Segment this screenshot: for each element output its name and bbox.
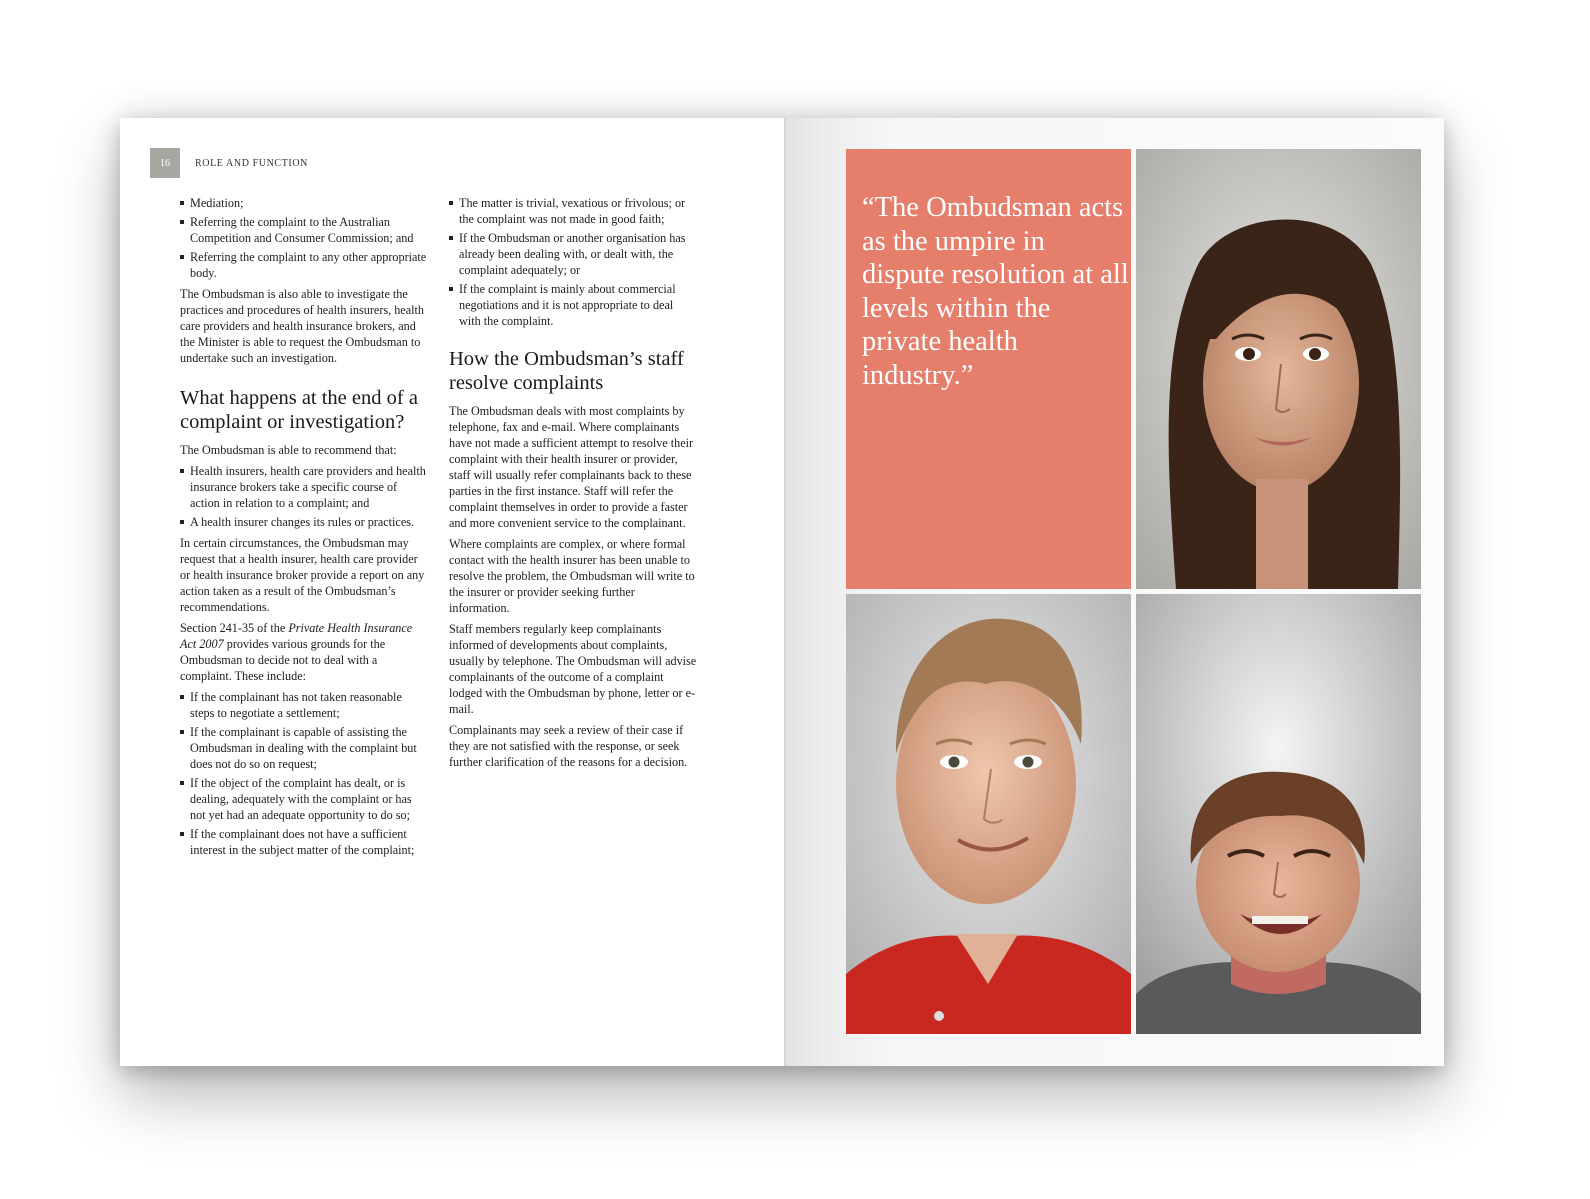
- list-item: Health insurers, health care providers and health insurance brokers take a specific course of action in relation to a complaint; and: [180, 463, 428, 511]
- paragraph: In certain circumstances, the Ombudsman may request that a health insurer, health care provider or health insurance broker provide a report on any action taken as a result of the Ombudsman’s recommendations.: [180, 536, 425, 614]
- act-title: Private Health Insurance Act 2007: [180, 621, 413, 651]
- section-heading: How the Ombudsman’s staff resolve complaints: [449, 348, 684, 394]
- list-item: If the complainant does not have a sufficient interest in the subject matter of the complaint;: [180, 826, 428, 858]
- list-item: Mediation;: [180, 195, 428, 211]
- bullet-list: [449, 195, 697, 329]
- list-item: The matter is trivial, vexatious or frivolous; or the complaint was not made in good faith;: [449, 195, 697, 227]
- bullet-list: [180, 463, 428, 530]
- list-item: If the complaint is mainly about commercial negotiations and it is not appropriate to deal with the complaint.: [449, 281, 697, 329]
- paragraph: The Ombudsman is also able to investigate the practices and procedures of health insurers, health care providers and health insurance brokers, and the Minister is able to request the Ombudsman to undertake such an investigation.: [180, 287, 424, 365]
- paragraph-text: provides various grounds for the Ombudsman to decide not to deal with a complaint. These include:: [180, 637, 386, 683]
- pull-quote: “The Ombudsman acts as the umpire in dispute resolution at all levels within the private health industry.”: [862, 192, 1129, 391]
- paragraph: [180, 620, 428, 684]
- portrait-man-photo: [846, 594, 1131, 1034]
- paragraph: The Ombudsman deals with most complaints by telephone, fax and e-mail. Where complainants have not made a sufficient attempt to resolve their complaint with their health insurer or provider, staff will usually refer complainants back to these parties in the first instance. Staff will refer the complaint themselves in order to provide a faster and more convenient service to the complainant.: [449, 404, 694, 530]
- left-page: [120, 118, 784, 1066]
- paragraph-text: Section 241-35 of the: [180, 621, 289, 635]
- bullet-list: [180, 195, 428, 281]
- page-gutter: [784, 118, 786, 1066]
- text-column-left: [180, 195, 428, 863]
- list-item: If the object of the complaint has dealt, or is dealing, adequately with the complaint or has not yet had an adequate opportunity to do so;: [180, 775, 428, 823]
- page-number: 16: [150, 148, 180, 178]
- list-item: If the complainant is capable of assisting the Ombudsman in dealing with the complaint but does not do so on request;: [180, 724, 428, 772]
- bullet-list: [180, 689, 428, 858]
- text-column-right: [449, 195, 697, 775]
- list-item: If the Ombudsman or another organisation has already been dealing with, or dealt with, the complaint adequately; or: [449, 230, 697, 278]
- list-item: Referring the complaint to any other appropriate body.: [180, 249, 428, 281]
- list-item: If the complainant has not taken reasonable steps to negotiate a settlement;: [180, 689, 428, 721]
- paragraph: Complainants may seek a review of their case if they are not satisfied with the response, or seek further clarification of the reasons for a decision.: [449, 723, 688, 769]
- pull-quote-panel: [846, 149, 1131, 589]
- list-item: A health insurer changes its rules or practices.: [180, 514, 428, 530]
- brochure-spread: [120, 118, 1444, 1066]
- running-head: ROLE AND FUNCTION: [195, 158, 308, 169]
- list-item: Referring the complaint to the Australian Competition and Consumer Commission; and: [180, 214, 428, 246]
- section-heading: What happens at the end of a complaint or investigation?: [180, 387, 418, 433]
- paragraph: The Ombudsman is able to recommend that:: [180, 443, 397, 457]
- portrait-boy-photo: [1136, 594, 1421, 1034]
- paragraph: Where complaints are complex, or where formal contact with the health insurer has been unable to resolve the problem, the Ombudsman will write to the insurer or provider seeking further information.: [449, 537, 695, 615]
- portrait-woman-photo: [1136, 149, 1421, 589]
- paragraph: Staff members regularly keep complainants informed of developments about complaints, usually by telephone. The Ombudsman will advise complainants of the outcome of a complaint lodged with the Ombudsman by phone, letter or e-mail.: [449, 622, 697, 716]
